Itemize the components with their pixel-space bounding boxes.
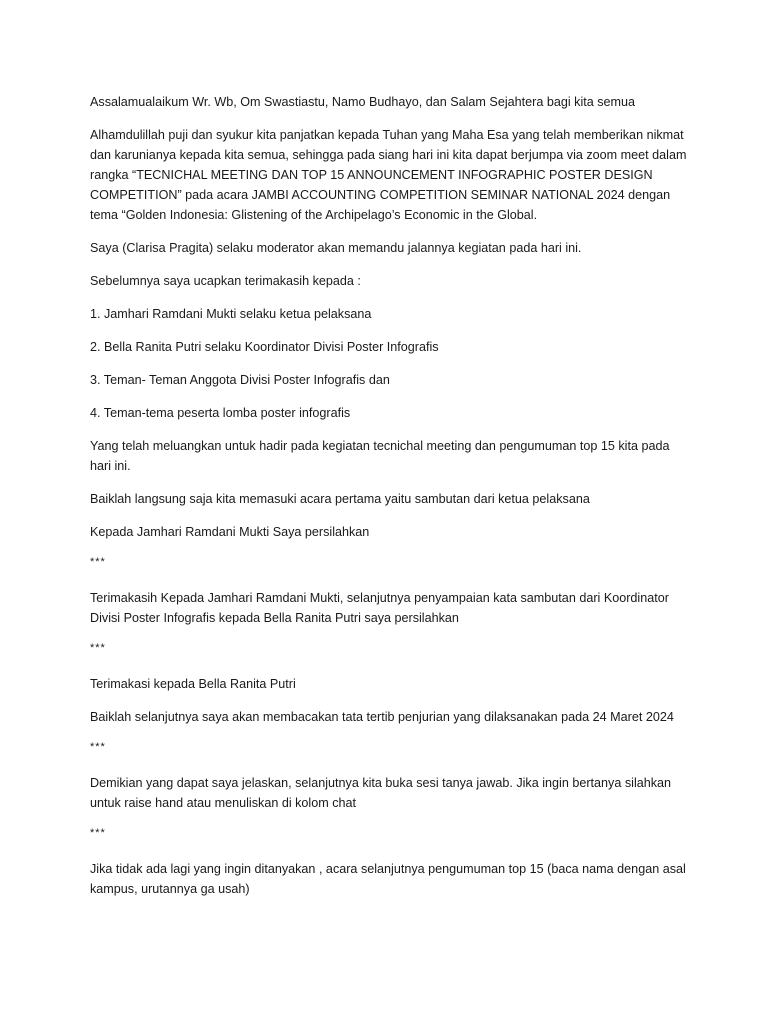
list-item: 3. Teman- Teman Anggota Divisi Poster Infografis dan — [90, 373, 390, 387]
invitation-paragraph: Kepada Jamhari Ramdani Mukti Saya persilahkan — [90, 525, 370, 539]
rules-paragraph: Baiklah selanjutnya saya akan membacakan tata tertib penjurian yang dilaksanakan pada 24 Maret 2024 — [90, 710, 674, 724]
section-separator: *** — [90, 556, 106, 568]
thanks-coordinator-paragraph: Terimakasih Kepada Jamhari Ramdani Mukti, selanjutnya penyampaian kata sambutan dari Koordinator Divisi Poster Infografis kepada Bella Ranita Putri saya persilahkan — [90, 591, 669, 625]
moderator-paragraph: Saya (Clarisa Pragita) selaku moderator akan memandu jalannya kegiatan pada hari ini. — [90, 241, 582, 255]
announcement-paragraph: Jika tidak ada lagi yang ingin ditanyakan , acara selanjutnya pengumuman top 15 (baca nama dengan asal kampus, urutannya ga usah) — [90, 862, 686, 896]
list-item: 2. Bella Ranita Putri selaku Koordinator Divisi Poster Infografis — [90, 340, 439, 354]
list-item: 4. Teman-tema peserta lomba poster infografis — [90, 406, 351, 420]
section-separator: *** — [90, 642, 106, 654]
qa-paragraph: Demikian yang dapat saya jelaskan, selanjutnya kita buka sesi tanya jawab. Jika ingin bertanya silahkan untuk raise hand atau menuliskan di kolom chat — [90, 776, 672, 810]
thanks-intro-paragraph: Sebelumnya saya ucapkan terimakasih kepada : — [90, 274, 361, 288]
opening-paragraph: Alhamdulillah puji dan syukur kita panjatkan kepada Tuhan yang Maha Esa yang telah memberikan nikmat dan karunianya kepada kita semua, sehingga pada siang hari ini kita dapat berjumpa via zoom meet dalam rangka “TECNICHAL MEETING DAN TOP 15 ANNOUNCEMENT INFOGRAPHIC POSTER DESIGN COMPETITION” pada acara JAMBI ACCOUNTING COMPETITION SEMINAR NATIONAL 2024 dengan tema “Golden Indonesia: Glistening of the Archipelago’s Economic in the Global. — [90, 128, 687, 222]
document-page — [90, 92, 690, 912]
section-separator: *** — [90, 741, 106, 753]
greeting-paragraph: Assalamualaikum Wr. Wb, Om Swastiastu, Namo Budhayo, dan Salam Sejahtera bagi kita semua — [90, 95, 636, 109]
first-agenda-paragraph: Baiklah langsung saja kita memasuki acara pertama yaitu sambutan dari ketua pelaksana — [90, 492, 590, 506]
thanks-paragraph: Terimakasi kepada Bella Ranita Putri — [90, 677, 296, 691]
list-item: 1. Jamhari Ramdani Mukti selaku ketua pelaksana — [90, 307, 372, 321]
section-separator: *** — [90, 827, 106, 839]
attendance-paragraph: Yang telah meluangkan untuk hadir pada kegiatan tecnichal meeting dan pengumuman top 15 kita pada hari ini. — [90, 439, 670, 473]
